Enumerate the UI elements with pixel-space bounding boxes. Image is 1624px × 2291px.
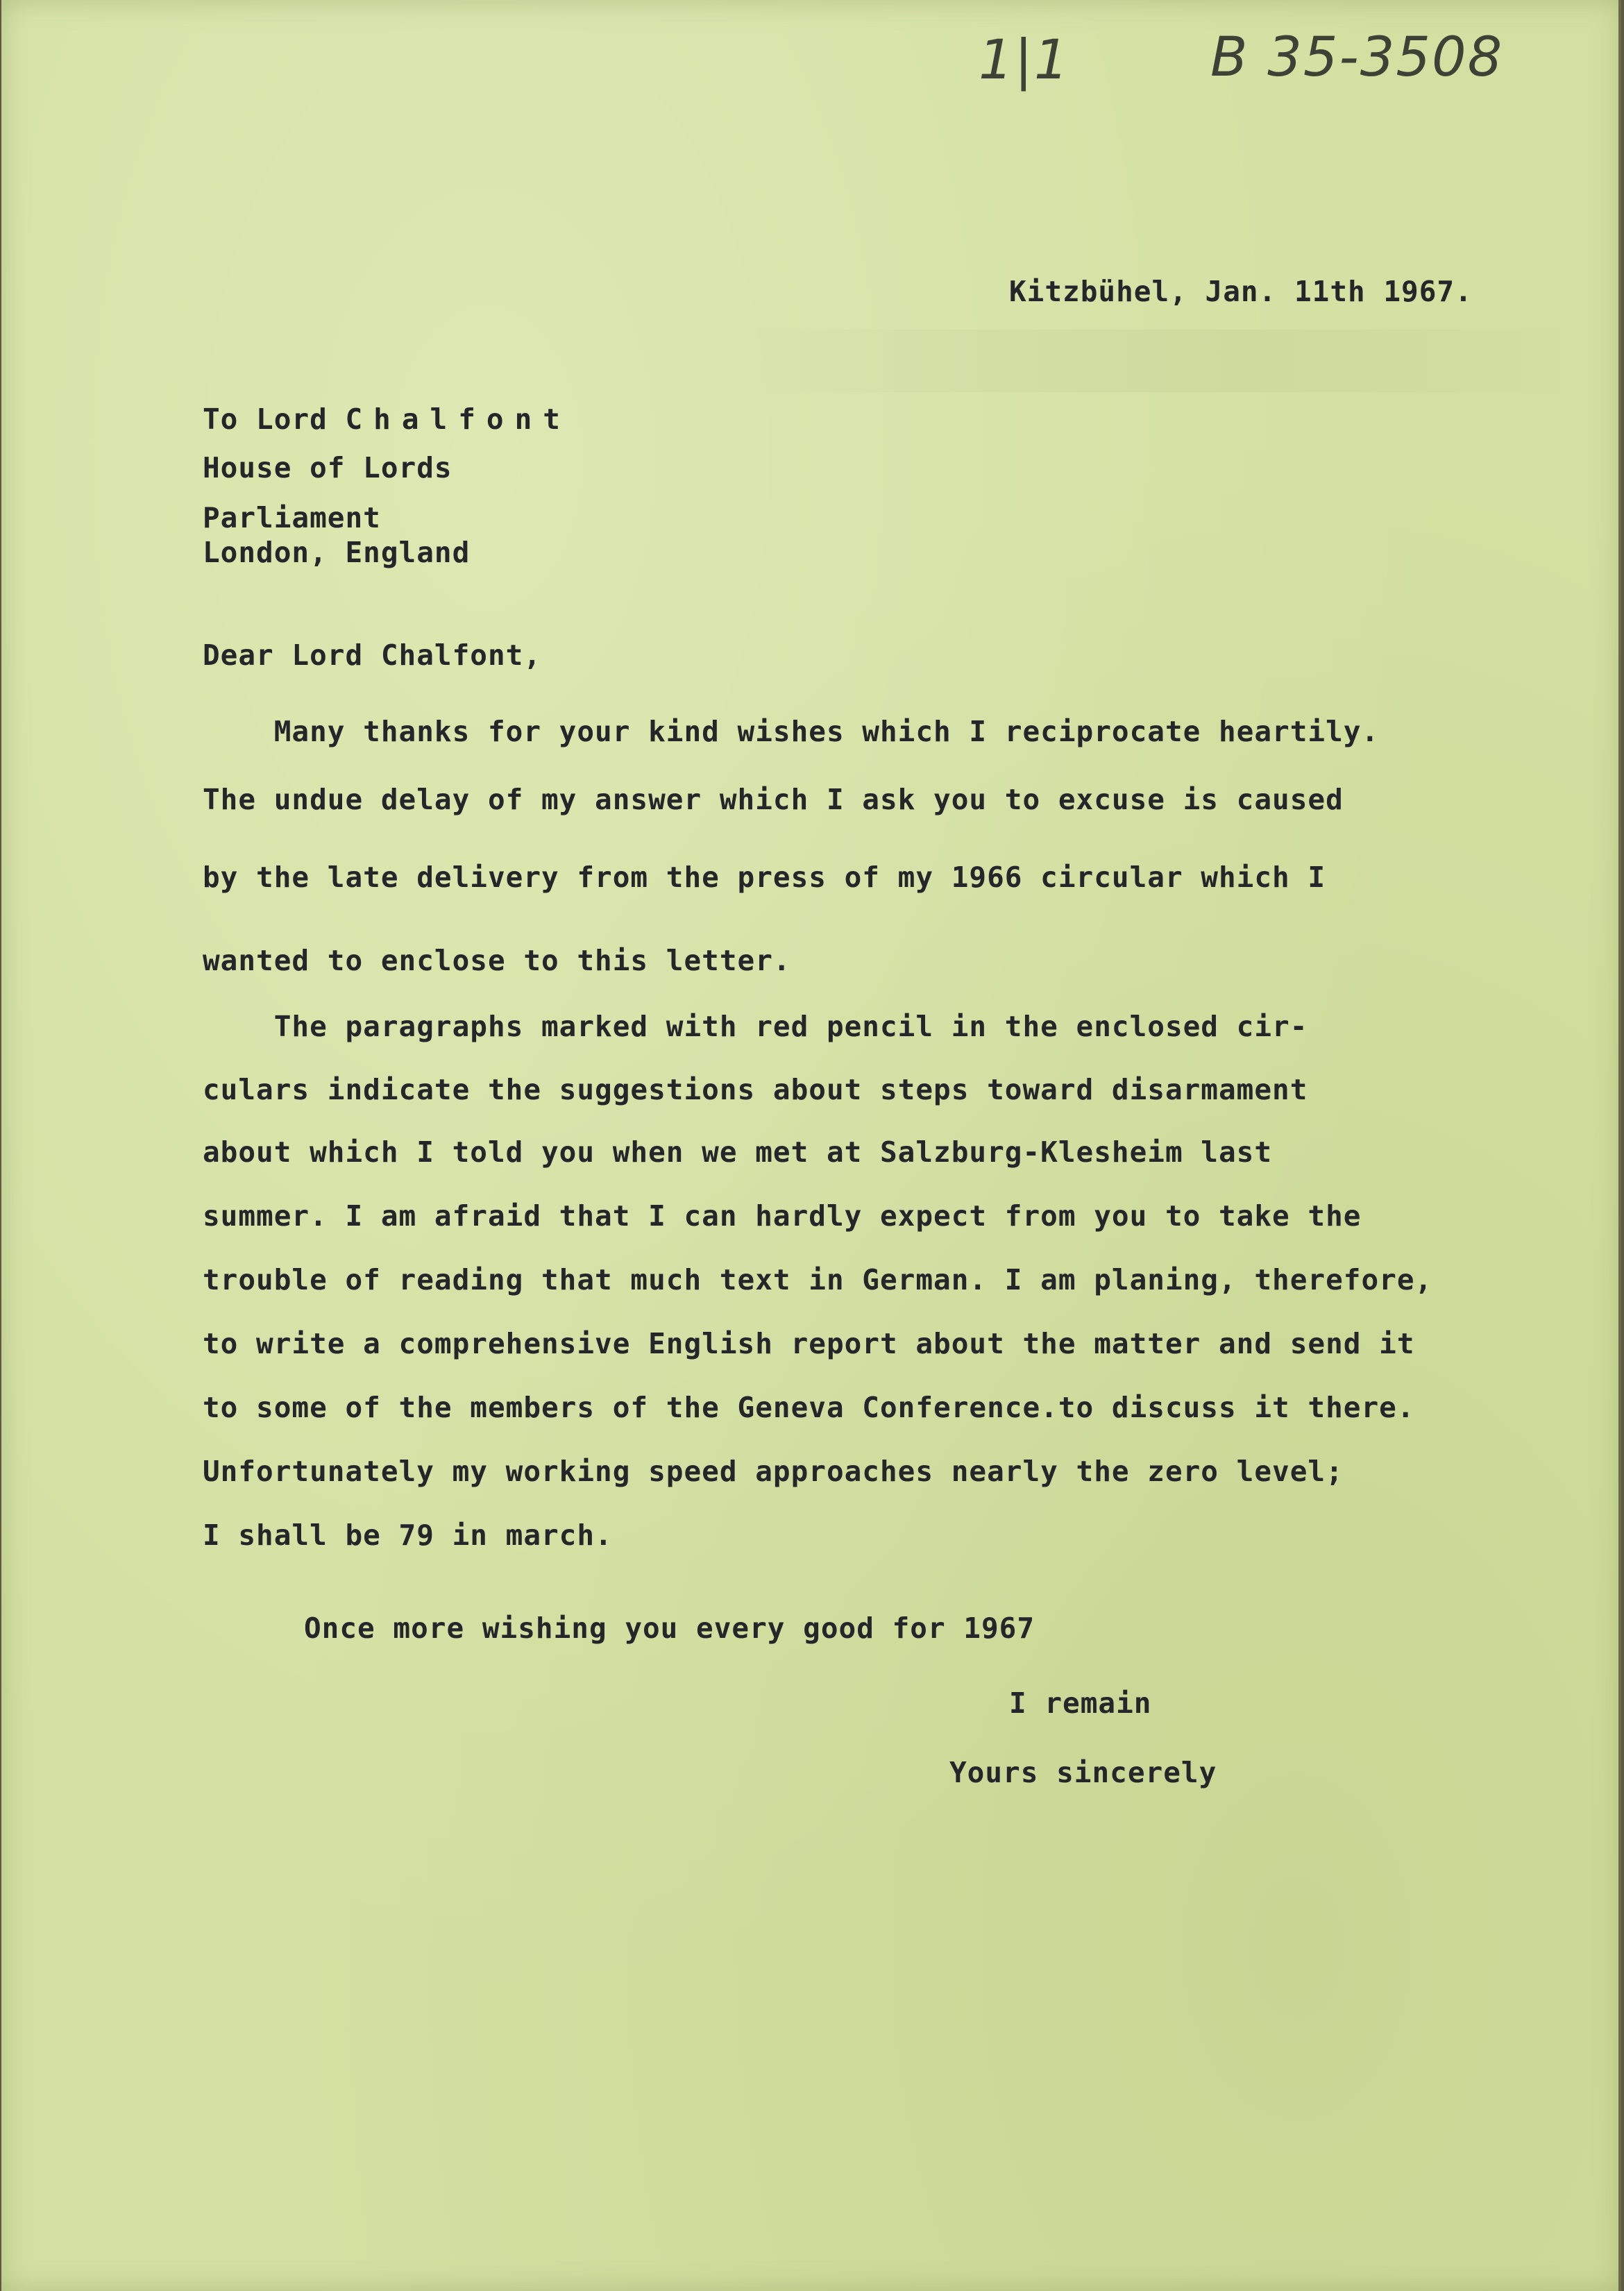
sign-off: Once more wishing you every good for 1967 — [304, 1612, 1035, 1645]
recipient-line-3: Parliament — [203, 501, 381, 534]
faint-bleed-through — [723, 330, 1591, 392]
salutation: Dear Lord Chalfont, — [203, 639, 541, 672]
body-line: about which I told you when we met at Salzburg-Klesheim last — [203, 1135, 1273, 1169]
recipient-line-4: London, England — [203, 536, 471, 569]
body-line: I shall be 79 in march. — [203, 1519, 613, 1552]
archive-mark-right: B 35-3508 — [1210, 26, 1504, 89]
closing-line-1: I remain — [1009, 1686, 1152, 1720]
body-line: Many thanks for your kind wishes which I reciprocate heartily. — [203, 715, 1380, 748]
body-line: The undue delay of my answer which I ask you to excuse is caused — [203, 783, 1344, 816]
recipient-name: Chalfont — [345, 403, 571, 436]
body-line: to write a comprehensive English report about the matter and send it — [203, 1327, 1415, 1360]
body-line: to some of the members of the Geneva Conference.to discuss it there. — [203, 1391, 1415, 1424]
body-line: Unfortunately my working speed approaches nearly the zero level; — [203, 1455, 1344, 1488]
body-line: trouble of reading that much text in German. I am planing, therefore, — [203, 1263, 1433, 1296]
body-line: The paragraphs marked with red pencil in the enclosed cir- — [203, 1010, 1308, 1043]
letter-sheet — [1, 0, 1621, 2291]
scan-edge — [1618, 0, 1621, 2291]
body-line: wanted to enclose to this letter. — [203, 944, 791, 977]
body-line: culars indicate the suggestions about steps toward disarmament — [203, 1073, 1308, 1106]
closing-line-2: Yours sincerely — [949, 1756, 1217, 1789]
body-line: by the late delivery from the press of my 1966 circular which I — [203, 861, 1326, 894]
recipient-prefix: To Lord — [203, 403, 328, 436]
recipient-line-2: House of Lords — [203, 451, 452, 484]
place-date: Kitzbühel, Jan. 11th 1967. — [1009, 275, 1473, 308]
recipient-line-1 — [203, 403, 571, 436]
body-line: summer. I am afraid that I can hardly expect from you to take the — [203, 1199, 1362, 1233]
archive-mark-left: 1|1 — [979, 29, 1070, 92]
